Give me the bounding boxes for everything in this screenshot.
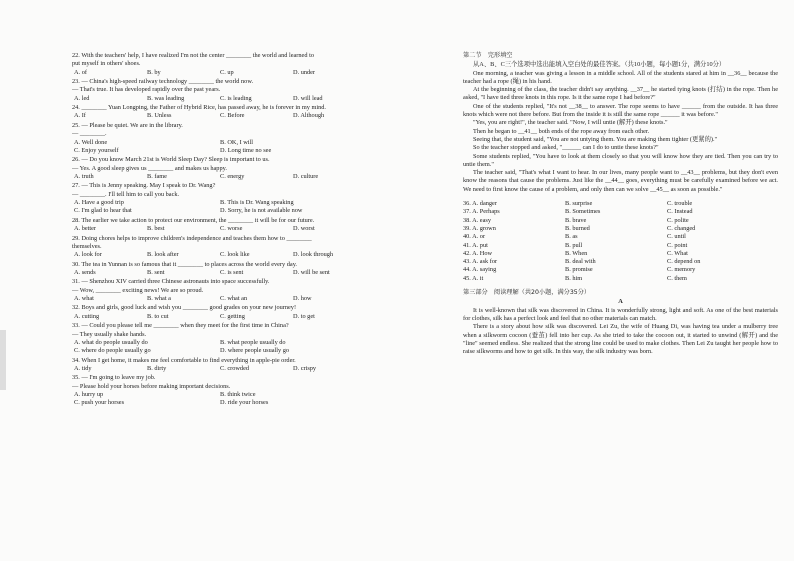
option-row xyxy=(72,269,372,277)
cloze-option: C. memory xyxy=(667,266,696,274)
answer-option: A. Have a good trip xyxy=(74,198,124,206)
question-stem: 31. — Shenzhou XIV carried three Chinese astronauts into space successfully. xyxy=(72,278,270,286)
answer-option: D. where people usually go xyxy=(220,347,290,355)
cloze-option: 37. A. Perhaps xyxy=(463,208,500,216)
passage-paragraph: Then he began to __41__ both ends of the rope away from each other. xyxy=(473,127,650,135)
answer-option: C. what an xyxy=(220,295,248,302)
section2-instructions: 从A、B、C三个选项中选出能填入空白处的最佳答案。（共10小题，每小题1分，满分10分） xyxy=(473,61,726,69)
cloze-option: 38. A. easy xyxy=(463,216,491,224)
answer-option: C. look like xyxy=(220,251,250,259)
option-row xyxy=(72,95,372,103)
option-row xyxy=(72,112,372,120)
cloze-option: 40. A. or xyxy=(463,233,486,241)
question-item xyxy=(72,304,372,321)
question-line2: — ________. I'll tell him to call you back. xyxy=(72,190,180,198)
question-stem: 24. ________ Yuan Longping, the Father of Hybrid Rice, has passed away, he is forever in my mind. xyxy=(72,104,326,112)
answer-option: C. Before xyxy=(220,112,245,120)
cloze-passage xyxy=(463,70,778,194)
question-item xyxy=(72,78,372,103)
option-row xyxy=(72,399,372,407)
option-row xyxy=(72,147,372,155)
option-row xyxy=(72,139,372,147)
question-line2: themselves. xyxy=(72,242,102,250)
answer-option: C. up xyxy=(220,68,234,76)
answer-option: B. sent xyxy=(147,268,165,276)
option-row xyxy=(72,173,372,181)
passage-paragraph: At the beginning of the class, the teacher didn't say anything. __37__ he started tying knots (打结) in the rope. Then he asked, "I have tied three knots in this rope. Is it the same rope I had before?" xyxy=(463,86,778,102)
left-column xyxy=(72,52,372,409)
answer-option: B. what people usually do xyxy=(220,338,286,346)
answer-option: C. I'm glad to hear that xyxy=(74,207,132,215)
question-stem: 32. Boys and girls, good luck and wish you ________ good grades on your new journey! xyxy=(72,304,297,312)
question-item xyxy=(72,156,372,181)
option-row xyxy=(72,69,372,77)
option-row xyxy=(72,391,372,399)
cloze-option-row xyxy=(463,208,778,216)
answer-option: A. truth xyxy=(74,172,94,180)
option-row xyxy=(72,339,372,347)
question-line2: — Yes. A good sleep gives us ________ and makes us happy. xyxy=(72,164,227,172)
option-row xyxy=(72,251,372,259)
cloze-option: C. them xyxy=(667,274,687,282)
cloze-option-row xyxy=(463,250,778,258)
answer-option: C. Enjoy yourself xyxy=(74,146,119,154)
cloze-option: B. him xyxy=(565,274,583,282)
option-row xyxy=(72,347,372,355)
cloze-option: B. deal with xyxy=(565,258,596,266)
answer-option: A. of xyxy=(74,68,87,76)
question-line2: — Please hold your horses before making important decisions. xyxy=(72,382,231,390)
reading-paragraph: It is well-known that silk was discovered in China. It is wonderfully strong, light and soft. As one of the best materials for clothes, silk has a perfect look and feel that no other materials can match. xyxy=(463,306,778,322)
cloze-option-row xyxy=(463,200,778,208)
passage-paragraph: "Yes, you are right!", the teacher said. "Now, I will untie (解开) these knots." xyxy=(473,119,668,127)
answer-option: B. Unless xyxy=(147,112,172,120)
answer-option: A. what xyxy=(74,295,94,302)
answer-option: B. OK, I will xyxy=(220,138,254,146)
question-stem: 23. — China's high-speed railway technology ________ the world now. xyxy=(72,78,254,86)
question-stem: 35. — I'm going to leave my job. xyxy=(72,374,156,382)
cloze-option: C. depend on xyxy=(667,258,701,266)
question-item xyxy=(72,182,372,215)
answer-option: D. will lead xyxy=(293,94,323,102)
scan-edge-shadow xyxy=(0,330,6,390)
cloze-option: B. brave xyxy=(565,216,587,224)
question-stem: 34. When I get home, it makes me feel comfortable to find everything in apple-pie order. xyxy=(72,356,296,364)
cloze-option: B. When xyxy=(565,249,588,257)
cloze-option: B. as xyxy=(565,233,578,241)
cloze-option: B. Sometimes xyxy=(565,208,601,216)
section2-title: 第二节 完形填空 xyxy=(463,52,513,59)
answer-option: C. crowded xyxy=(220,364,250,372)
answer-option: A. Well done xyxy=(74,138,108,146)
answer-option: D. Although xyxy=(293,112,325,120)
cloze-option: C. Instead xyxy=(667,208,693,216)
answer-option: D. worst xyxy=(293,225,315,233)
answer-option: A. sends xyxy=(74,268,96,276)
cloze-option-row xyxy=(463,258,778,266)
right-column xyxy=(463,52,778,356)
answer-option: C. push your horses xyxy=(74,399,125,407)
question-line2: — That's true. It has developed rapidly over the past years. xyxy=(72,86,221,94)
answer-option: C. is sent xyxy=(220,268,244,276)
passage-paragraph: One morning, a teacher was giving a lesson in a middle school. All of the students stared at him in __36__ because the teacher had a rope (绳) in his hand. xyxy=(463,69,778,85)
question-item xyxy=(72,122,372,155)
cloze-option-row xyxy=(463,242,778,250)
option-row xyxy=(72,225,372,233)
answer-option: A. cutting xyxy=(74,312,100,320)
answer-option: B. fame xyxy=(147,172,167,180)
answer-option: B. by xyxy=(147,68,161,76)
passage-paragraph: Some students replied, "You have to look at them closely so that you will know how they are tied. Then you can try to untie them." xyxy=(463,152,778,168)
answer-option: C. energy xyxy=(220,172,245,180)
cloze-option: 44. A. saying xyxy=(463,266,497,274)
cloze-option: C. changed xyxy=(667,224,696,232)
section3-title: 第三部分 阅读理解（共20小题，满分35分） xyxy=(463,289,591,297)
passage-paragraph: Seeing that, the student said, "You are not untying them. You are making them tighter (更紧的)." xyxy=(473,135,718,143)
cloze-option-row xyxy=(463,225,778,233)
question-item xyxy=(72,217,372,234)
question-stem: 28. The earlier we take action to protect our environment, the ________ it will be for our future. xyxy=(72,216,315,224)
question-item xyxy=(72,374,372,407)
answer-option: D. Sorry, he is not available now xyxy=(220,207,303,215)
question-line2: put myself in others' shoes. xyxy=(72,60,141,68)
passage-paragraph: One of the students replied, "It's not __38__ to answer. The rope seems to have ______ from the outside. It has three knots which were not there before. But from the inside it is still the same rope ______ it was before." xyxy=(463,102,778,119)
question-item xyxy=(72,104,372,121)
option-row xyxy=(72,207,372,215)
answer-option: A. If xyxy=(74,112,86,120)
reading-paragraph: There is a story about how silk was discovered. Lei Zu, the wife of Huang Di, was having tea under a mulberry tree when a silkworm cocoon (蚕茧) fell into her cup. As she tried to take the cocoon out, it started to unwind (解开) and the "line" seemed endless. She realized that the strong line could be used to make clothes. Then Lei Zu taught her people how to raise silkworms and how to get silk. In this way, the silk industry was born. xyxy=(463,323,778,356)
answer-option: A. tidy xyxy=(74,364,92,372)
question-item xyxy=(72,322,372,355)
cloze-answer-options xyxy=(463,200,778,283)
answer-option: B. look after xyxy=(147,251,179,259)
question-item xyxy=(72,278,372,303)
cloze-option: C. What xyxy=(667,249,688,257)
passage-paragraph: The teacher said, "That's what I want to hear. In our lives, many people want to __43__ problems, but they don't even know the reasons that cause the problems. Just like the __44__ goes, everything must be carefully examined before we act. We need to first know the cause of a problem, and only then can we solve __45__ as soon as possible." xyxy=(463,169,778,193)
question-stem: 25. — Please be quiet. We are in the library. xyxy=(72,121,183,129)
cloze-option-row xyxy=(463,217,778,225)
answer-option: C. where do people usually go xyxy=(74,347,151,355)
cloze-option: C. point xyxy=(667,241,688,249)
cloze-option: 39. A. grown xyxy=(463,224,496,232)
question-item xyxy=(72,261,372,278)
answer-option: A. what do people usually do xyxy=(74,338,148,346)
cloze-option-row xyxy=(463,266,778,274)
question-item xyxy=(72,357,372,374)
answer-option: D. ride your horses xyxy=(220,399,269,407)
answer-option: C. worse xyxy=(220,225,243,233)
cloze-option-row xyxy=(463,233,778,241)
answer-option: C. getting xyxy=(220,312,245,320)
answer-option: D. crispy xyxy=(293,364,317,372)
question-stem: 26. — Do you know March 21st is World Sleep Day? Sleep is important to us. xyxy=(72,156,270,164)
answer-option: D. Long time no see xyxy=(220,146,272,154)
cloze-option: 43. A. ask for xyxy=(463,258,498,266)
question-line2: — Wow, ________ exciting news! We are so proud. xyxy=(72,286,204,294)
answer-option: C. is leading xyxy=(220,94,252,102)
cloze-option: 42. A. How xyxy=(463,249,493,257)
cloze-option: 36. A. danger xyxy=(463,200,497,208)
question-item xyxy=(72,52,372,77)
reading-passage xyxy=(463,307,778,357)
question-stem: 30. The tea in Yunnan is so famous that it ________ to places across the world every day. xyxy=(72,260,298,268)
answer-option: D. look through xyxy=(293,251,334,259)
cloze-option: C. until xyxy=(667,233,686,241)
answer-option: B. best xyxy=(147,225,165,233)
option-row xyxy=(72,199,372,207)
passage-label: A xyxy=(618,298,623,306)
question-stem: 22. With the teachers' help, I have realized I'm not the center ________ the world and learned to xyxy=(72,52,314,59)
question-item xyxy=(72,235,372,260)
answer-option: B. dirty xyxy=(147,364,167,372)
option-row xyxy=(72,295,372,303)
answer-option: B. to cut xyxy=(147,312,169,320)
answer-option: B. This is Dr. Wang speaking xyxy=(220,198,294,206)
answer-option: D. will be sent xyxy=(293,268,330,276)
cloze-option: 41. A. put xyxy=(463,241,488,249)
question-stem: 27. — This is Jenny speaking. May I speak to Dr. Wang? xyxy=(72,182,216,190)
passage-paragraph: So the teacher stopped and asked, "______ can I do to untie these knots?" xyxy=(473,144,659,152)
option-row xyxy=(72,365,372,373)
answer-option: D. how xyxy=(293,295,312,302)
cloze-option: C. polite xyxy=(667,216,689,224)
cloze-option: B. surprise xyxy=(565,200,593,208)
answer-option: D. to get xyxy=(293,312,315,320)
question-line2: — They usually shake hands. xyxy=(72,330,147,338)
answer-option: B. think twice xyxy=(220,391,256,399)
answer-option: D. under xyxy=(293,68,316,76)
cloze-option: 45. A. it xyxy=(463,274,484,282)
answer-option: B. was leading xyxy=(147,94,185,102)
cloze-option-row xyxy=(463,275,778,283)
question-stem: 29. Doing chores helps to improve children's independence and teaches them how to ________ xyxy=(72,234,312,242)
answer-option: A. look for xyxy=(74,251,102,259)
cloze-option: B. promise xyxy=(565,266,593,274)
option-row xyxy=(72,313,372,321)
cloze-option: B. burned xyxy=(565,224,590,232)
answer-option: D. culture xyxy=(293,172,319,180)
answer-option: A. better xyxy=(74,225,97,233)
answer-option: B. what a xyxy=(147,295,171,302)
cloze-option: B. pull xyxy=(565,241,583,249)
question-stem: 33. — Could you please tell me ________ when they meet for the first time in China? xyxy=(72,322,289,330)
cloze-option: C. trouble xyxy=(667,200,693,208)
question-line2: — ________. xyxy=(72,130,107,138)
answer-option: A. hurry up xyxy=(74,391,104,399)
answer-option: A. led xyxy=(74,94,90,102)
